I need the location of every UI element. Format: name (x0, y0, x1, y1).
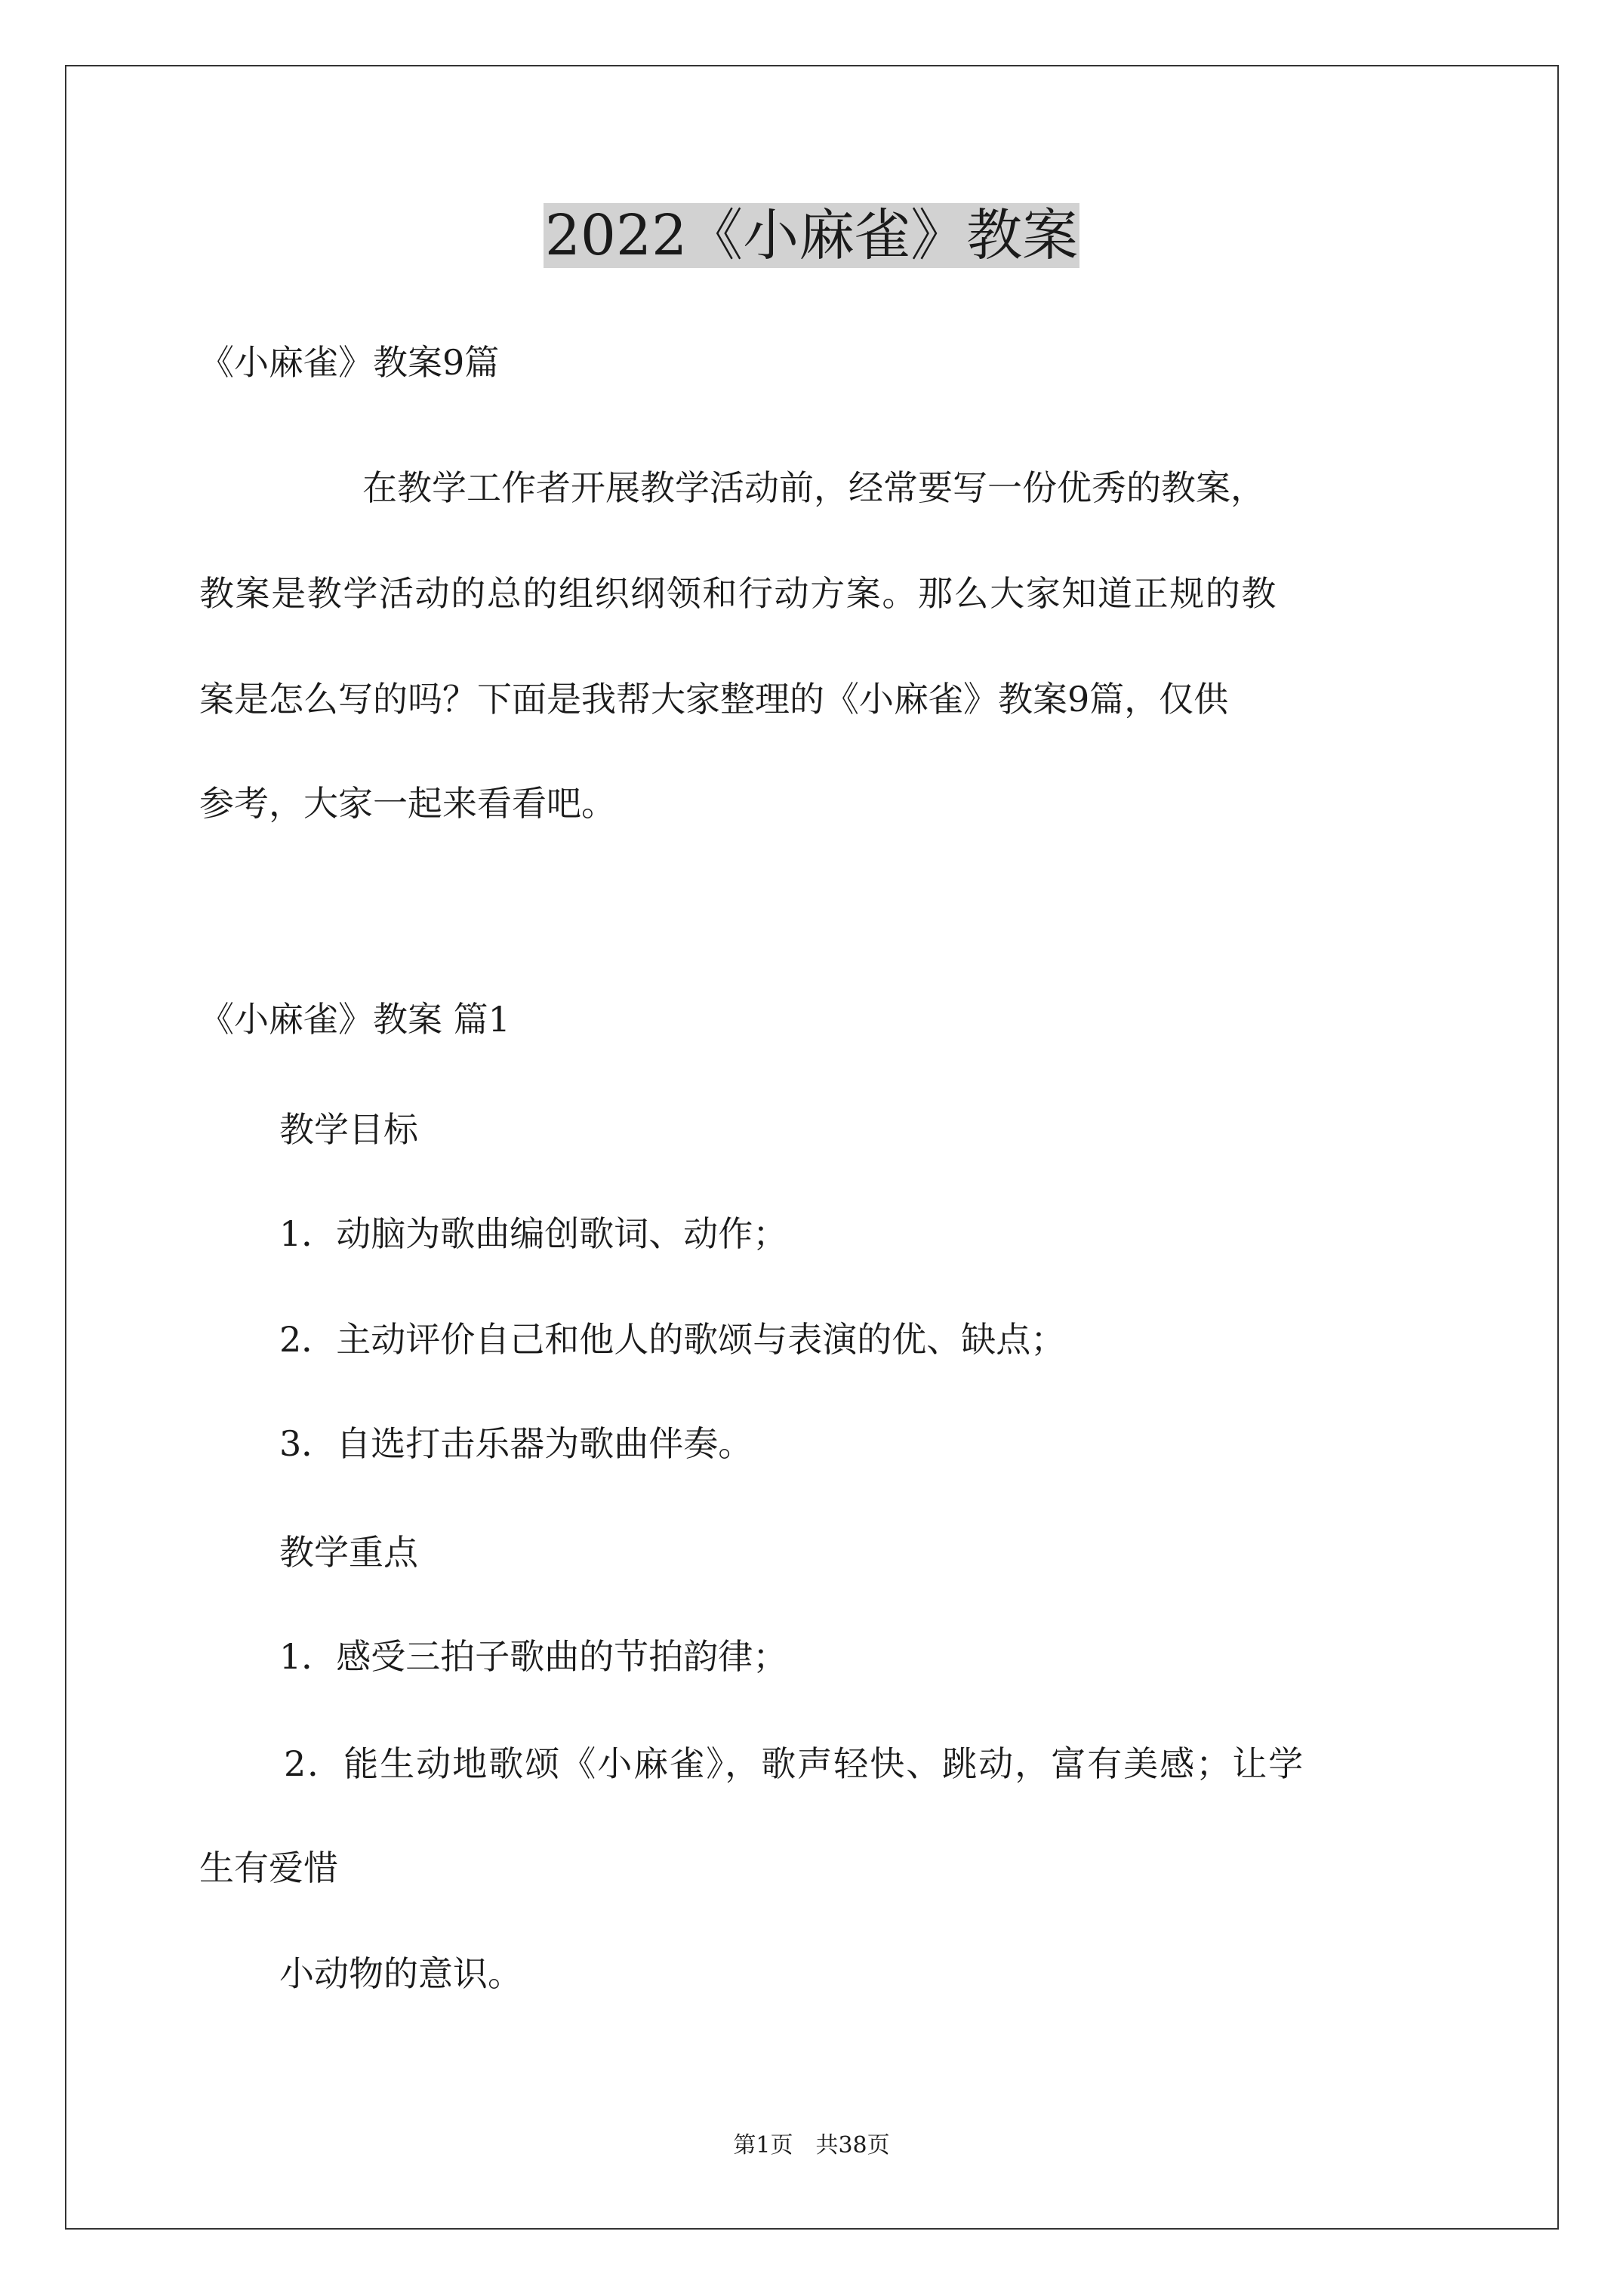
goal-item-3: 3．自选打击乐器为歌曲伴奏。 (279, 1423, 753, 1464)
focus-item-1: 1．感受三拍子歌曲的节拍韵律； (279, 1636, 788, 1677)
section-heading: 《小麻雀》教案 篇1 (199, 999, 510, 1040)
focus-item-2-line-2: 生有爱惜 (199, 1848, 338, 1888)
intro-line-1: 在教学工作者开展教学活动前，经常要写一份优秀的教案， (362, 467, 1265, 508)
intro-line-3: 案是怎么写的吗？下面是我帮大家整理的《小麻雀》教案9篇，仅供 (199, 679, 1229, 720)
intro-line-2: 教案是教学活动的总的组织纲领和行动方案。那么大家知道正规的教 (199, 573, 1277, 614)
goal-item-1: 1．动脑为歌曲编创歌词、动作； (279, 1213, 788, 1254)
document-subtitle: 《小麻雀》教案9篇 (199, 342, 500, 383)
focus-heading: 教学重点 (279, 1532, 418, 1573)
focus-item-2-line-3: 小动物的意识。 (279, 1953, 522, 1994)
goal-item-2: 2．主动评价自己和他人的歌颂与表演的优、缺点； (279, 1319, 1066, 1360)
document-title (0, 198, 1623, 273)
intro-line-4: 参考，大家一起来看看吧。 (199, 783, 616, 824)
page-total: 共38页 (815, 2132, 890, 2159)
focus-item-2-line-1: 2．能生动地歌颂《小麻雀》，歌声轻快、跳动，富有美感；让学 (284, 1743, 1305, 1784)
document-title-text: 2022《小麻雀》教案 (544, 203, 1079, 268)
goals-heading: 教学目标 (279, 1109, 418, 1150)
page-footer (0, 2131, 1623, 2161)
page-number: 第1页 (733, 2132, 793, 2159)
